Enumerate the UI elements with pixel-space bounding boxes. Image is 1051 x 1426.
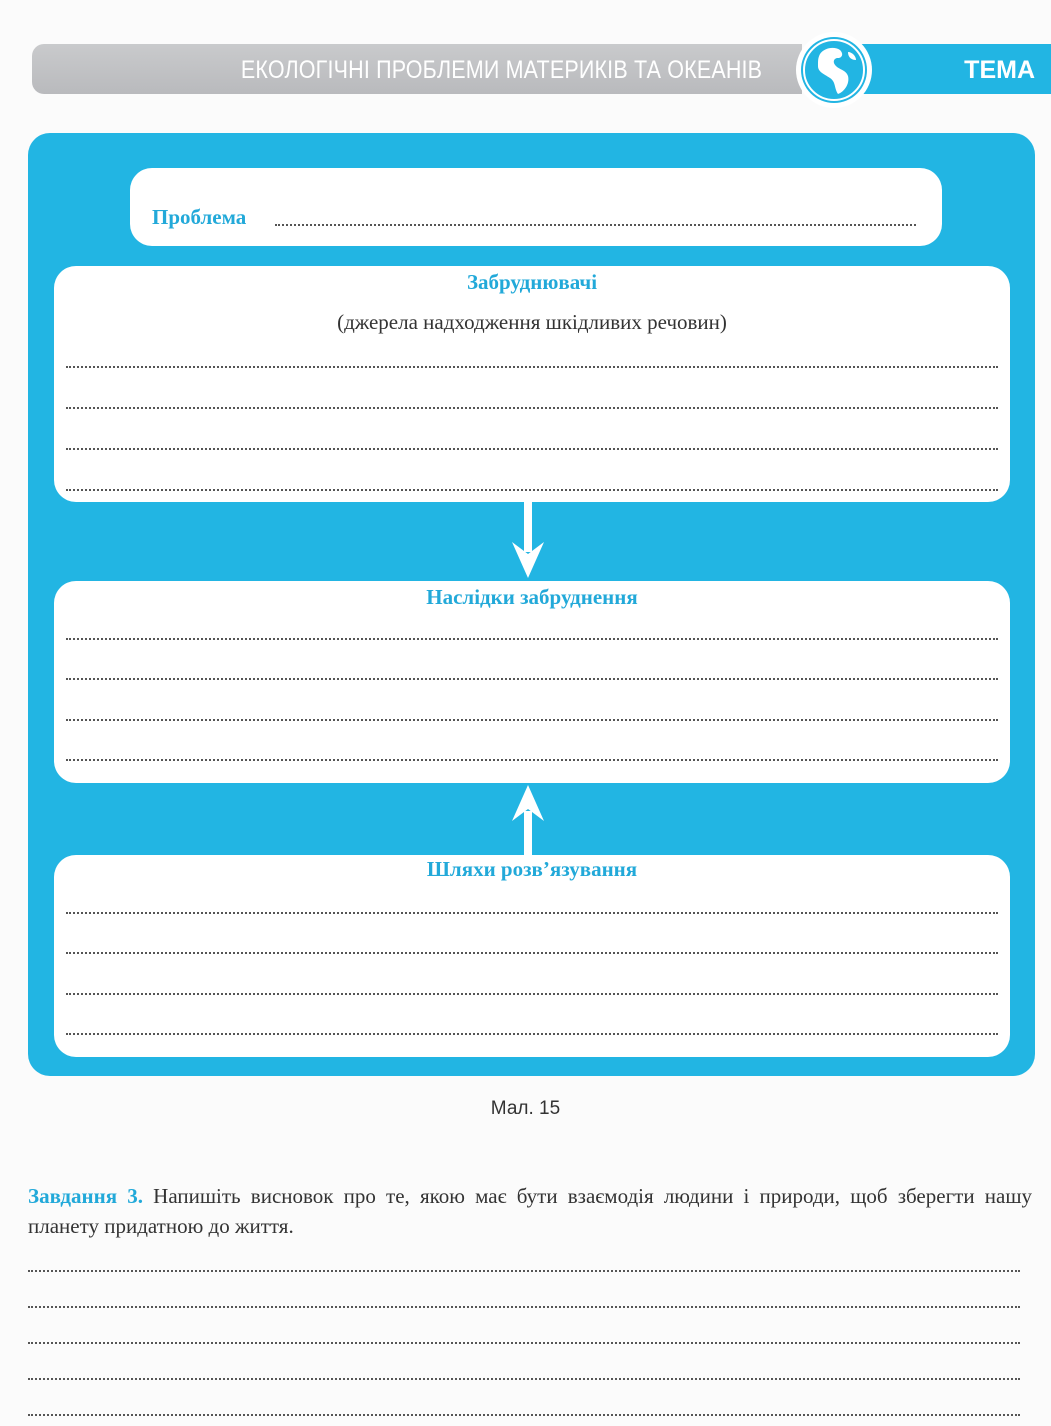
problem-answer-line[interactable] [275,224,916,226]
answer-line[interactable] [66,489,998,491]
pollutants-subtitle: (джерела надходження шкідливих речовин) [337,310,727,334]
answer-line[interactable] [66,759,998,761]
pollutants-box [54,266,1010,502]
answer-line[interactable] [66,993,998,995]
effects-title: Наслідки забруднення [426,585,638,609]
answer-line[interactable] [28,1306,1020,1308]
pollutants-title: Забруднювачі [466,270,598,294]
solutions-box [54,855,1010,1057]
answer-line[interactable] [66,407,998,409]
arrow-up-icon [508,783,548,855]
answer-line[interactable] [28,1414,1020,1416]
header-bar [32,44,802,94]
answer-line[interactable] [28,1378,1020,1380]
answer-line[interactable] [66,952,998,954]
header-title: ЕКОЛОГІЧНІ ПРОБЛЕМИ МАТЕРИКІВ ТА ОКЕАНІВ [240,56,762,84]
solutions-title: Шляхи розв’язування [426,857,638,881]
answer-line[interactable] [66,719,998,721]
answer-line[interactable] [66,366,998,368]
figure-caption: Мал. 15 [490,1098,561,1119]
problem-label: Проблема [152,205,247,229]
effects-box [54,581,1010,783]
answer-line[interactable] [66,1033,998,1035]
arrow-down-icon [508,502,548,581]
task-text: Напишіть висновок про те, якою має бути взаємодія людини і природи, щоб зберегти нашу планету придатною до життя. [28,1184,1032,1238]
pollution-diagram [28,133,1035,1076]
answer-line[interactable] [66,678,998,680]
answer-line[interactable] [28,1342,1020,1344]
problem-box [130,168,942,246]
answer-line[interactable] [66,638,998,640]
task-label: Завдання 3. [28,1184,144,1208]
answer-line[interactable] [66,448,998,450]
answer-line[interactable] [66,912,998,914]
task-3 [28,1181,1032,1241]
globe-icon [790,30,878,110]
topic-tab-label: ТЕМА [964,56,1035,84]
answer-line[interactable] [28,1270,1020,1272]
